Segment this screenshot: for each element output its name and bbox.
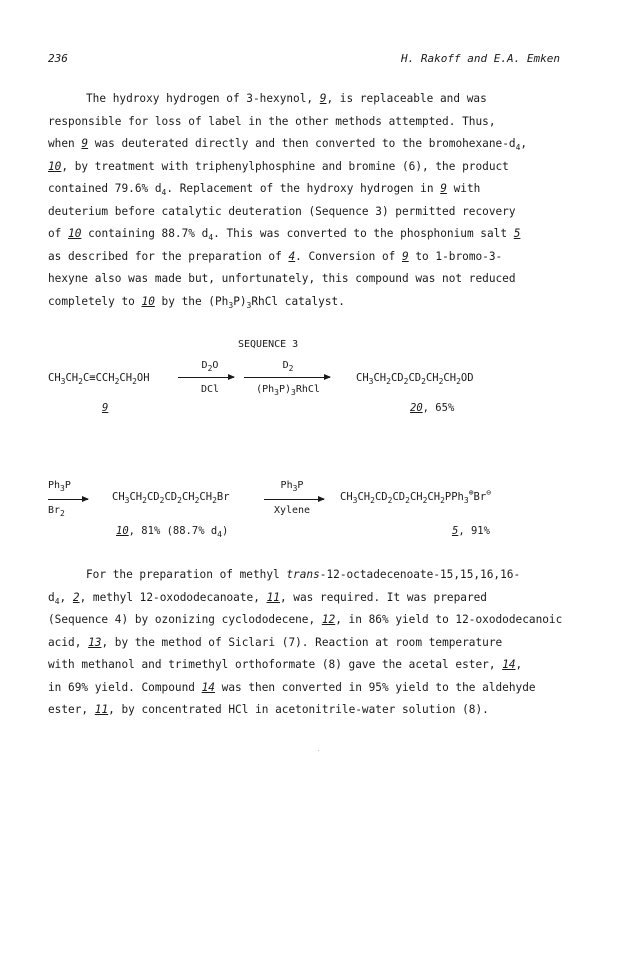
compound-ref: 5 [513,227,521,240]
paragraph-2 [48,564,588,722]
reagent-label: $Ph_3P$ [48,480,71,493]
reagent-label: $Br_2$ [48,505,65,518]
reagent-label: Xylene [273,505,311,516]
compound-ref: 11 [94,703,109,716]
compound-ref: 9 [402,249,409,263]
compound-label: 20 [410,402,423,414]
compound-ref: 2 [72,590,80,604]
compound-label: 10 [116,525,129,537]
text-line: as described for the preparation of 4. Conversion of 9 to 1-bromo-3- [48,249,503,263]
text-line: deuterium before catalytic deuteration (Sequence 3) permitted recovery [48,204,516,218]
paragraph-1 [48,88,588,313]
compound-label: 9 [102,402,109,414]
compound-ref: 9 [81,137,89,150]
negative-charge-icon: ⊖ [486,488,492,497]
text-line: ester, 11, by concentrated HCl in acetonitrile-water solution (8). [48,703,489,716]
compound-ref: 14 [201,680,215,694]
text-line: $d_4$, 2, methyl 12-oxododecanoate, 11, was required. It was prepared [48,590,487,606]
text-line: completely to 10 by the $(Ph_3P)_3RhCl$ catalyst. [48,294,345,310]
compound-label: 5 [452,525,459,537]
compound-ref: 9 [440,182,447,195]
reaction-arrow [244,377,330,378]
text-line: contained 79.6% $d_4$. Replacement of the hydroxy hydrogen in 9 with [48,182,481,197]
scheme-title: SEQUENCE 3 [238,339,299,350]
product-formula: $CH_3CH_2CD_2CD_2CH_2CH_2Br$ [112,491,230,505]
compound-ref: 13 [88,635,102,649]
text-line: in 69% yield. Compound 14 was then converted in 95% yield to the aldehyde [48,680,536,694]
text-line: 10, by treatment with triphenylphosphine and bromine (6), the product [48,159,509,173]
compound-ref: 12 [321,613,336,626]
text-line: of 10 containing 88.7% $d_4$. This was converted to the phosphonium salt 5 [48,227,521,242]
reagent-label: $D_2O$ [201,360,219,373]
text-line: responsible for loss of label in the other methods attempted. Thus, [48,114,496,128]
text-line: (Sequence 4) by ozonizing cyclododecene, 12, in 86% yield to 12-oxododecanoic [48,613,563,626]
product-yield: 10, 81% (88.7% $d_4$) [116,525,229,539]
compound-ref: 10 [48,159,62,173]
positive-charge-icon: ⊕ [468,488,474,497]
reagent-label: $Ph_3P$ [280,480,304,493]
compound-ref: 4 [288,249,296,263]
compound-ref: 11 [266,590,280,604]
starting-material: $CH_3CH_2C\equiv CCH_2CH_2OH$ [48,372,150,386]
compound-ref: 10 [68,227,82,240]
text-line: acid, 13, by the method of Siclari (7). Reaction at room temperature [48,635,503,649]
text-line: The hydroxy hydrogen of 3-hexynol, 9, is replaceable and was [86,92,487,105]
product-yield: 5, 91% [452,525,490,537]
text-line: hexyne also was made but, unfortunately, this compound was not reduced [48,272,516,285]
page-number: 236 [48,52,68,65]
compound-ref: 14 [502,658,516,671]
compound-ref: 9 [319,92,327,105]
reaction-arrow [264,499,324,500]
compound-ref: 10 [141,294,155,308]
reaction-arrow [48,499,88,500]
product-formula: $CH_3CH_2CD_2CD_2CH_2CH_2PPh_3^\oplus Br^⊖$ [340,488,492,505]
text-line: when 9 was deuterated directly and then converted to the bromohexane-$d_4$, [48,137,528,152]
text-line: For the preparation of methyl trans-12-octadecenoate-15,15,16,16- [86,568,521,581]
scan-speck [318,750,319,751]
text-line: with methanol and trimethyl orthoformate (8) gave the acetal ester, 14, [48,658,523,671]
reagent-label: $(Ph_3P)_3RhCl$ [256,384,320,397]
reagent-label: $D_2$ [282,360,294,373]
reaction-arrow [178,377,234,378]
running-head: H. Rakoff and E.A. Emken [401,52,560,65]
product-formula: $CH_3CH_2CD_2CD_2CH_2CH_2OD$ [356,372,474,386]
reagent-label: DCl [200,384,220,395]
product-yield: 20, 65% [410,402,455,414]
